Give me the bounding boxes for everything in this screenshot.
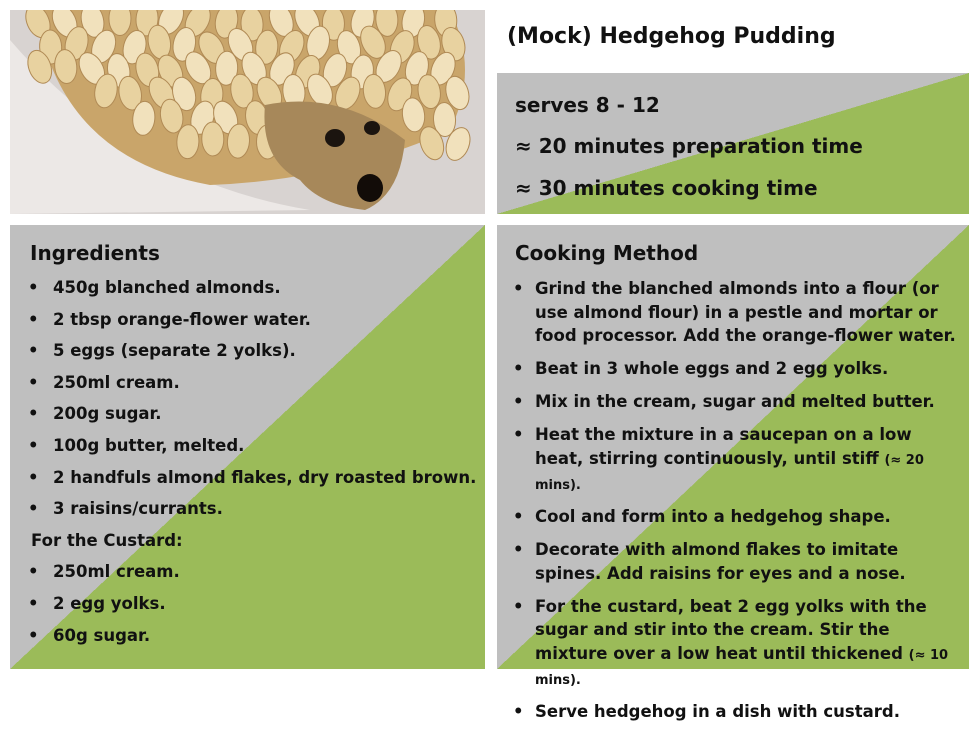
method-step: • Serve hedgehog in a dish with custard. [513, 700, 959, 726]
method-step: • Heat the mixture in a saucepan on a low heat, stirring continuously, until stiff (≈ 20 mins). [513, 425, 924, 493]
method-step: • Decorate with almond flakes to imitate spines. Add raisins for eyes and a nose. [513, 540, 906, 583]
list-item: • 5 eggs (separate 2 yolks). [28, 341, 296, 361]
method-panel [497, 225, 969, 721]
list-item: • 2 handfuls almond flakes, dry roasted brown. [28, 467, 477, 487]
bullet: • [28, 593, 39, 613]
bullet: • [28, 278, 39, 297]
bullet: • [28, 625, 39, 645]
custard-heading: For the Custard: [31, 530, 183, 550]
method-step: • Grind the blanched almonds into a flour (or use almond flour) in a pestle and mortar or food processor. Add the orange-flower water. [513, 279, 956, 345]
prep-time: ≈ 20 minutes preparation time [515, 134, 863, 158]
method-step: • Beat in 3 whole eggs and 2 egg yolks. [513, 357, 959, 383]
bullet: • [28, 435, 39, 455]
method-list [513, 277, 959, 733]
method-step: • Cool and form into a hedgehog shape. [513, 505, 959, 531]
list-item: • 250ml cream. [28, 372, 180, 392]
serves-count: serves 8 - 12 [515, 93, 660, 117]
list-item: • 450g blanched almonds. [28, 278, 281, 297]
almond-flake [201, 122, 224, 156]
recipe-title: (Mock) Hedgehog Pudding [507, 24, 836, 49]
bullet: • [513, 702, 524, 721]
list-item: • 250ml cream. [28, 562, 180, 582]
bullet: • [513, 279, 524, 298]
list-item: • 2 tbsp orange-flower water. [28, 309, 311, 329]
ingredients-list [28, 277, 476, 656]
bullet: • [28, 309, 39, 329]
bullet: • [28, 372, 39, 392]
ingredients-panel [10, 225, 485, 669]
list-item: • 100g butter, melted. [28, 435, 245, 455]
bullet: • [513, 425, 524, 444]
bullet: • [28, 404, 39, 424]
bullet: • [513, 392, 524, 411]
bullet: • [513, 596, 524, 616]
cook-time: ≈ 30 minutes cooking time [515, 176, 818, 200]
method-step: • For the custard, beat 2 egg yolks with the sugar and stir into the cream. Stir the mixture over a low heat until thickened (≈ 10 mins). [513, 596, 949, 688]
ingredients-heading: Ingredients [30, 241, 160, 265]
bullet: • [28, 467, 39, 487]
method-heading: Cooking Method [515, 241, 699, 265]
bullet: • [28, 562, 39, 582]
bullet: • [28, 499, 39, 519]
method-step: • Mix in the cream, sugar and melted butter. [513, 390, 959, 416]
bullet: • [513, 540, 524, 559]
list-item: • 200g sugar. [28, 404, 162, 424]
list-item: • 2 egg yolks. [28, 593, 166, 613]
list-item: • 60g sugar. [28, 625, 151, 645]
bullet: • [513, 359, 524, 378]
bullet: • [513, 507, 524, 526]
serves-panel [497, 73, 969, 214]
bullet: • [28, 341, 39, 361]
hedgehog-photo [10, 10, 485, 214]
list-item: • 3 raisins/currants. [28, 499, 223, 519]
